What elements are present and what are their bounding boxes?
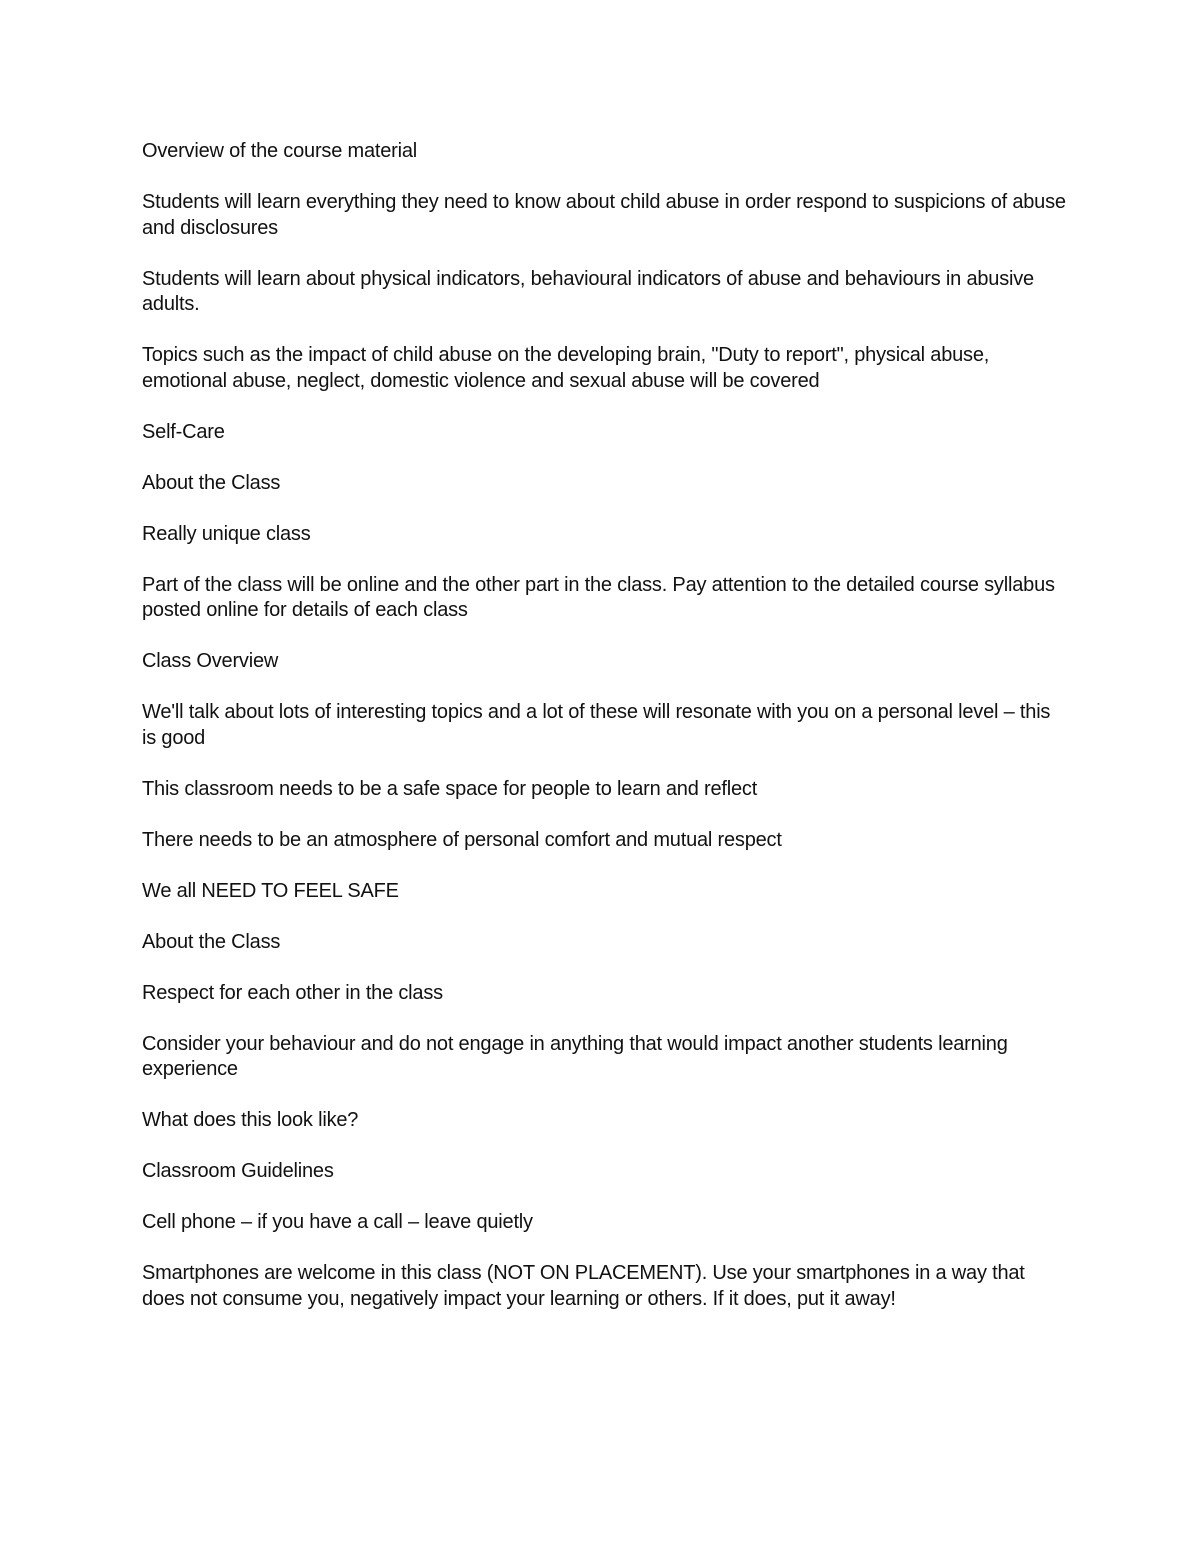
paragraph-behaviour: Consider your behaviour and do not engage in anything that would impact another students learning experience — [142, 1032, 1008, 1080]
paragraph-online-class: Part of the class will be online and the other part in the class. Pay attention to the detailed course syllabus posted online for details of each class — [142, 573, 1055, 621]
paragraph-learn-child-abuse: Students will learn everything they need to know about child abuse in order respond to suspicions of abuse and disclosures — [142, 191, 1066, 239]
heading-class-overview: Class Overview — [142, 650, 279, 672]
heading-overview: Overview of the course material — [142, 140, 418, 162]
document-body — [142, 139, 1067, 1338]
paragraph-atmosphere: There needs to be an atmosphere of personal comfort and mutual respect — [142, 828, 782, 851]
heading-classroom-guidelines: Classroom Guidelines — [142, 1160, 334, 1182]
heading-about-class: About the Class — [142, 471, 281, 494]
paragraph-unique-class: Really unique class — [142, 522, 311, 545]
paragraph-indicators: Students will learn about physical indicators, behavioural indicators of abuse and behaviours in abusive adults. — [142, 267, 1034, 315]
paragraph-topics: Topics such as the impact of child abuse on the developing brain, "Duty to report", physical abuse, emotional abuse, neglect, domestic violence and sexual abuse will be covered — [142, 344, 990, 392]
paragraph-safe-space: This classroom needs to be a safe space for people to learn and reflect — [142, 777, 758, 800]
heading-about-class-2: About the Class — [142, 930, 281, 953]
paragraph-what-does-this-look-like: What does this look like? — [142, 1109, 359, 1131]
paragraph-smartphones: Smartphones are welcome in this class (NOT ON PLACEMENT). Use your smartphones in a way that does not consume you, negatively impact your learning or others. If it does, put it away! — [142, 1262, 1025, 1310]
paragraph-feel-safe: We all NEED TO FEEL SAFE — [142, 879, 399, 902]
paragraph-cell-phone: Cell phone – if you have a call – leave quietly — [142, 1211, 533, 1233]
paragraph-respect: Respect for each other in the class — [142, 981, 443, 1004]
heading-self-care: Self-Care — [142, 420, 225, 443]
paragraph-interesting-topics: We'll talk about lots of interesting topics and a lot of these will resonate with you on a personal level – this is good — [142, 701, 1051, 749]
